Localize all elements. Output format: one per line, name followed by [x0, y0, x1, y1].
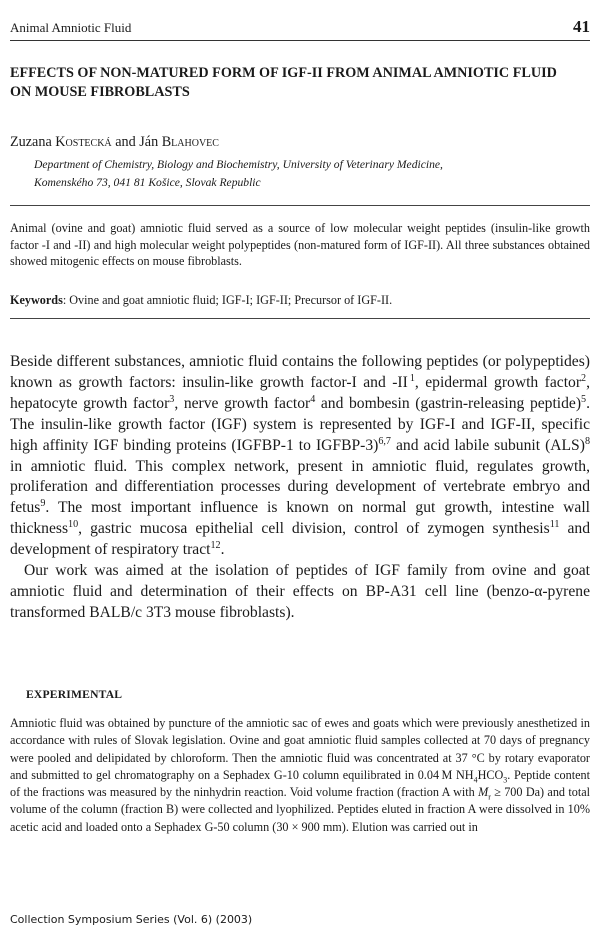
abstract-bottom-rule	[10, 318, 590, 319]
intro-paragraph-1	[10, 352, 590, 561]
formula-part: NH	[455, 767, 474, 782]
intro-text: . The insulin-like growth factor (IGF) system is represented by IGF-I and IGF-II, specific high affinity IGF binding proteins (IGFBP-1 to IGFBP-3)	[10, 394, 591, 454]
citation-ref: 1	[409, 372, 415, 384]
formula-subscript: 3	[503, 775, 508, 785]
author-2-family-name: Blahovec	[161, 134, 219, 150]
intro-text: , epidermal growth factor	[414, 373, 582, 391]
page-number: 41	[573, 17, 590, 36]
intro-text: . The most important influence is known on normal gut growth, intestine wall thickness	[10, 499, 590, 538]
author-list	[10, 134, 219, 151]
symbol-subscript-r: r	[488, 792, 491, 802]
intro-paragraph-2: Our work was aimed at the isolation of peptides of IGF family from ovine and goat amniotic fluid and determination of their effects on BP-A31 cell line (benzo-α-pyrene transformed BALB/c 3T3 mouse fibroblasts).	[10, 562, 590, 621]
intro-text: and bombesin (gastrin-releasing peptide)	[315, 394, 582, 412]
experimental-paragraph	[10, 715, 590, 836]
keywords-text: : Ovine and goat amniotic fluid; IGF-I; IGF-II; Precursor of IGF-II.	[62, 293, 393, 307]
molar-unit: M	[441, 767, 453, 782]
running-header	[10, 18, 590, 41]
experimental-text: . Peptide content of the fractions was measured by the ninhydrin reaction. Void volume fraction (fraction A with	[10, 767, 590, 800]
article-title: EFFECTS OF NON-MATURED FORM OF IGF-II FROM ANIMAL AMNIOTIC FLUID ON MOUSE FIBROBLASTS	[10, 65, 557, 100]
author-1-family-name: Kostecká	[55, 134, 112, 150]
abstract-text: Animal (ovine and goat) amniotic fluid served as a source of low molecular weight peptides (insulin-like growth factor -I and -II) and high molecular weight polypeptides (non-matured form of IGF-II). All three substances obtained showed mitogenic effects on mouse fibroblasts.	[10, 221, 590, 269]
symbol-m: M	[478, 785, 489, 800]
footer-series: Collection Symposium Series (Vol. 6) (2003)	[10, 913, 253, 926]
intro-text: , nerve growth factor	[174, 394, 311, 412]
intro-text: and development of respiratory tract	[10, 520, 590, 559]
citation-ref: 10	[68, 519, 79, 531]
introduction	[10, 352, 590, 624]
affiliation-line-1: Department of Chemistry, Biology and Biochemistry, University of Veterinary Medicine,	[34, 158, 443, 171]
intro-text: .	[220, 541, 225, 559]
citation-ref: 8	[584, 435, 590, 447]
intro-text: , hepatocyte growth factor	[10, 373, 590, 412]
author-1-given-name: Zuzana	[10, 134, 52, 150]
running-title: Animal Amniotic Fluid	[10, 20, 132, 35]
keywords-label: Keywords	[10, 293, 63, 307]
intro-text: in amniotic fluid. This complex network, present in amniotic fluid, regulates growth, proliferation and differentiation processes during development of vertebrate embryo and fetus	[10, 457, 590, 517]
affiliation-line-2: Komenského 73, 041 81 Košice, Slovak Republic	[34, 176, 261, 189]
journal-page	[10, 0, 590, 941]
keywords	[10, 292, 590, 308]
experimental-text: Amniotic fluid was obtained by puncture of the amniotic sac of ewes and goats which were previously anesthetized in accordance with rules of Slovak legislation. Ovine and goat amniotic fluid samples collected at 70 days of pregnancy were pooled and delipidated by chloroform. Then the amniotic fluid was concentrated at 37 °C by rotary evaporator and submitted to gel chromatography on a Sephadex G-10 column equilibrated in 0.04	[10, 716, 590, 782]
affiliation	[34, 156, 574, 192]
citation-ref: 4	[310, 393, 316, 405]
citation-ref: 2	[581, 372, 587, 384]
citation-ref: 12	[210, 539, 221, 551]
intro-text: Beside different substances, amniotic fluid contains the following peptides (or polypeptides) known as growth factors: insulin-like growth factor-I and -II	[10, 353, 590, 391]
section-heading-experimental: EXPERIMENTAL	[26, 688, 123, 701]
author-2-given-name: Ján	[139, 134, 159, 150]
citation-ref: 11	[549, 519, 560, 531]
citation-ref: 3	[169, 393, 175, 405]
formula-part: HCO	[477, 767, 504, 782]
experimental-text: ≥ 700 Da) and total volume of the column (fraction B) were collected and lyophilized. Peptides eluted in fraction A were dissolved in 10% acetic acid and loaded onto a Sephadex G-50 column (30 × 900 mm). Elution was carried out in	[10, 785, 590, 834]
citation-ref: 5	[581, 393, 587, 405]
citation-ref: 9	[40, 498, 46, 510]
intro-text: and acid labile subunit (ALS)	[390, 436, 585, 454]
abstract-top-rule	[10, 205, 590, 206]
citation-ref: 6,7	[378, 435, 391, 447]
intro-text: , gastric mucosa epithelial cell division, control of zymogen synthesis	[78, 520, 550, 538]
author-conjunction: and	[115, 134, 136, 150]
formula-subscript: 4	[473, 775, 478, 785]
